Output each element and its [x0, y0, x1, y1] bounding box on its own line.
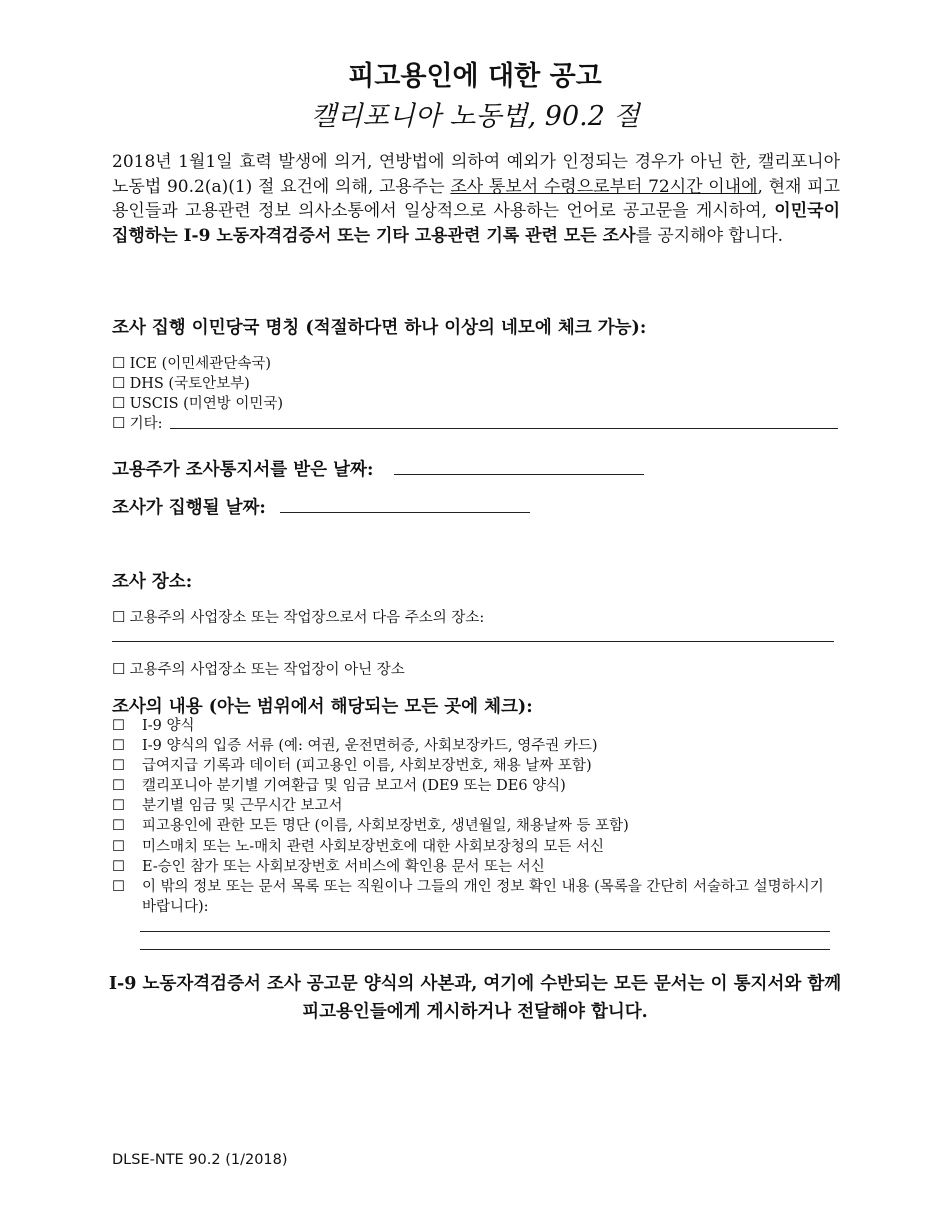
checkbox-icon[interactable]: ☐: [112, 374, 126, 392]
content-item[interactable]: [112, 796, 832, 816]
location-option-other[interactable]: [112, 658, 405, 679]
form-footer-code: DLSE-NTE 90.2 (1/2018): [112, 1152, 288, 1168]
agency-option-label: DHS (국토안보부): [129, 376, 250, 392]
inspection-date-field[interactable]: [280, 512, 530, 513]
location-heading: 조사 장소:: [112, 572, 193, 592]
agency-option-label: 기타:: [129, 416, 163, 432]
checkbox-icon[interactable]: ☐: [112, 878, 125, 895]
content-item-label: 캘리포니아 분기별 기여환급 및 임금 보고서 (DE9 또는 DE6 양식): [142, 778, 566, 795]
other-info-line-2[interactable]: [140, 949, 830, 950]
content-item[interactable]: [112, 776, 832, 796]
content-item-label: 피고용인에 관한 모든 명단 (이름, 사회보장번호, 생년월일, 채용날짜 등 포함): [142, 818, 629, 835]
agency-heading: 조사 집행 이민당국 명칭 (적절하다면 하나 이상의 네모에 체크 가능):: [112, 318, 647, 338]
content-item-label: I-9 양식: [142, 718, 195, 734]
content-item-label: 분기별 임금 및 근무시간 보고서: [142, 798, 343, 815]
content-heading: 조사의 내용 (아는 범위에서 해당되는 모든 곳에 체크):: [112, 697, 533, 717]
content-item-label: I-9 양식의 입증 서류 (예: 여권, 운전면허증, 사회보장카드, 영주권 카드): [142, 738, 598, 755]
content-item-label: 이 밖의 정보 또는 문서 목록 또는 직원이나 그들의 개인 정보 확인 내용 (목록을 간단히 서술하고 설명하시기 바랍니다):: [142, 878, 824, 915]
checkbox-icon[interactable]: ☐: [112, 354, 126, 372]
page-subtitle: 캘리포니아 노동법, 90.2 절: [310, 101, 640, 132]
content-item[interactable]: [112, 837, 832, 857]
intro-paragraph: [112, 150, 840, 248]
intro-text-3: 를 공지해야 합니다.: [635, 225, 784, 246]
intro-underlined-deadline: 조사 통보서 수령으로부터 72시간 이내에: [450, 176, 758, 197]
checkbox-icon[interactable]: ☐: [112, 738, 125, 755]
checkbox-icon[interactable]: ☐: [112, 818, 125, 835]
checkbox-icon[interactable]: ☐: [112, 798, 125, 815]
location-option-label: 고용주의 사업장소 또는 작업장이 아닌 장소: [129, 662, 405, 678]
agency-option-dhs[interactable]: [112, 372, 250, 393]
inspection-date-label: 조사가 집행될 날짜:: [112, 498, 266, 518]
content-item[interactable]: [112, 877, 832, 917]
other-agency-field[interactable]: [170, 428, 838, 429]
content-item-label: E-승인 참가 또는 사회보장번호 서비스에 확인용 문서 또는 서신: [142, 858, 545, 875]
checkbox-icon[interactable]: ☐: [112, 660, 126, 678]
checkbox-icon[interactable]: ☐: [112, 414, 126, 432]
agency-option-uscis[interactable]: [112, 392, 283, 413]
content-item[interactable]: [112, 736, 832, 756]
content-checklist: [112, 716, 832, 917]
content-item-label: 미스매치 또는 노-매치 관련 사회보장번호에 대한 사회보장청의 모든 서신: [142, 838, 604, 855]
other-info-line-1[interactable]: [140, 931, 830, 932]
content-item[interactable]: [112, 716, 832, 736]
content-item[interactable]: [112, 816, 832, 836]
notice-received-date-field[interactable]: [394, 474, 644, 475]
notice-received-date-label: 고용주가 조사통지서를 받은 날짜:: [112, 460, 374, 480]
page-title: 피고용인에 대한 공고: [348, 61, 602, 92]
agency-option-other[interactable]: [112, 412, 163, 433]
checkbox-icon[interactable]: ☐: [112, 858, 125, 875]
checkbox-icon[interactable]: ☐: [112, 718, 125, 734]
agency-option-label: ICE (이민세관단속국): [129, 356, 271, 372]
agency-option-label: USCIS (미연방 이민국): [129, 396, 284, 412]
worksite-address-field[interactable]: [112, 641, 834, 642]
checkbox-icon[interactable]: ☐: [112, 778, 125, 795]
agency-option-ice[interactable]: [112, 352, 271, 373]
content-item-label: 급여지급 기록과 데이터 (피고용인 이름, 사회보장번호, 채용 날짜 포함): [142, 758, 592, 775]
closing-statement: I-9 노동자격검증서 조사 공고문 양식의 사본과, 여기에 수반되는 모든 문서는 이 통지서와 함께 피고용인들에게 게시하거나 전달해야 합니다.: [108, 974, 842, 1022]
intro-bold-inspection: 이민국이 집행하는 I-9 노동자격검증서 또는 기타 고용관련 기록 관련 모든 조사: [112, 201, 840, 246]
intro-text-1: 2018년 1월1일 효력 발생에 의거, 연방법에 의하여 예외가 인정되는 경우가 아닌 한, 캘리포니아 노동법 90.2(a)(1) 절 요건에 의해, 고용주는: [112, 152, 840, 197]
checkbox-icon[interactable]: ☐: [112, 838, 125, 855]
location-option-label: 고용주의 사업장소 또는 작업장으로서 다음 주소의 장소:: [129, 610, 485, 626]
content-item[interactable]: [112, 857, 832, 877]
checkbox-icon[interactable]: ☐: [112, 758, 125, 775]
checkbox-icon[interactable]: ☐: [112, 394, 126, 412]
location-option-worksite[interactable]: [112, 606, 484, 627]
checkbox-icon[interactable]: ☐: [112, 608, 126, 626]
intro-text-2: , 현재 피고용인들과 고용관련 정보 의사소통에서 일상적으로 사용하는 언어로 공고문을 게시하여,: [112, 176, 841, 221]
content-item[interactable]: [112, 756, 832, 776]
